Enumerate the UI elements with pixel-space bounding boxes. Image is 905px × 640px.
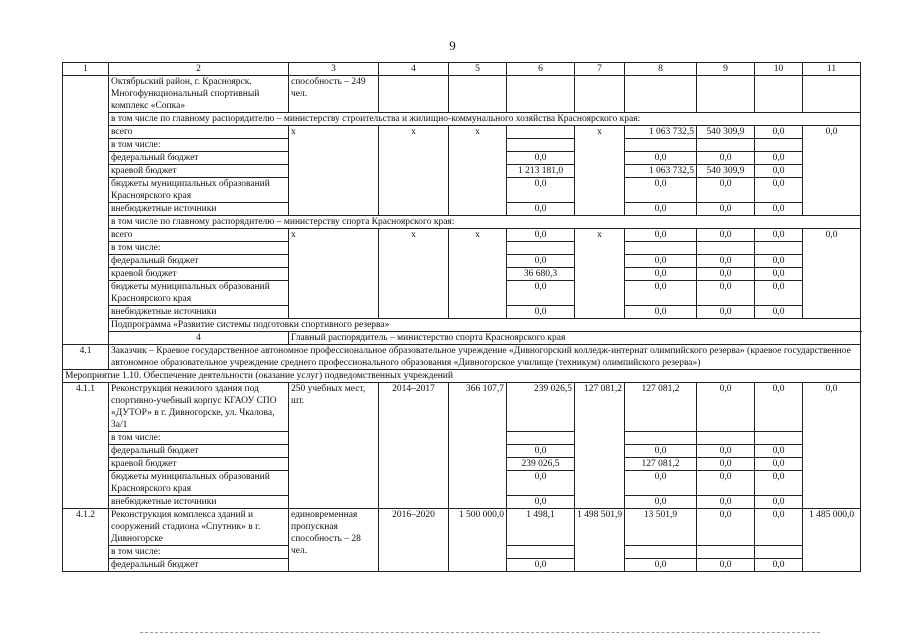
table-cell: 0,0 — [625, 445, 697, 458]
header-cell: 11 — [803, 63, 861, 76]
section-heading: Заказчик – Краевое государственное автономное профессиональное образовательное учреждение «Дивногорский колледж-интернат олимпийского резерва» (краевое государственное автономное образовательное учреждение среднего профессионального образования «Дивногорское училище (техникум) олимпийского резерва») — [109, 345, 861, 370]
section-heading: в том числе по главному распорядителю – министерству строительства и жилищно-коммунального хозяйства Красноярского края: — [109, 113, 861, 126]
table-cell: 0,0 — [507, 559, 575, 572]
row-label: федеральный бюджет — [109, 445, 289, 458]
table-row — [63, 229, 861, 242]
header-row — [63, 63, 861, 76]
table-cell: 0,0 — [625, 496, 697, 509]
row-label: федеральный бюджет — [109, 255, 289, 268]
row-label: краевой бюджет — [109, 458, 289, 471]
subprogram-heading: Подпрограмма «Развитие системы подготовки спортивного резерва» — [109, 319, 861, 332]
table-cell: 0,0 — [755, 559, 803, 572]
table-cell: 0,0 — [625, 281, 697, 306]
table-cell: 0,0 — [755, 165, 803, 178]
table-cell: 0,0 — [625, 178, 697, 203]
row-label: федеральный бюджет — [109, 152, 289, 165]
table-row — [63, 332, 861, 345]
table-cell: 0,0 — [755, 496, 803, 509]
table-row — [63, 319, 861, 332]
table-cell: х — [449, 126, 507, 216]
table-cell: 0,0 — [625, 306, 697, 319]
table-row — [63, 113, 861, 126]
page-number: 9 — [449, 38, 456, 53]
table-cell: 1 063 732,5 — [625, 165, 697, 178]
table-cell: 13 501,9 — [625, 509, 697, 546]
table-cell: 0,0 — [803, 126, 861, 216]
table-cell: 0,0 — [803, 383, 861, 509]
row-number: 4.1.2 — [63, 509, 109, 572]
table-cell: 0,0 — [697, 178, 755, 203]
header-cell: 10 — [755, 63, 803, 76]
table-cell: х — [575, 229, 625, 319]
table-cell: 0,0 — [697, 203, 755, 216]
table-cell: 0,0 — [755, 471, 803, 496]
table-cell: 0,0 — [625, 229, 697, 242]
table-cell: х — [379, 126, 449, 216]
table-cell: х — [289, 229, 379, 319]
table-cell: 0,0 — [625, 559, 697, 572]
object-capacity: единовременная пропускная способность – 28 чел. — [289, 509, 379, 572]
table-cell: 0,0 — [755, 152, 803, 165]
table-cell: 0,0 — [755, 229, 803, 242]
table-cell: 1 485 000,0 — [803, 509, 861, 572]
budget-table — [62, 62, 861, 572]
object-name: Реконструкция нежилого здания под спортивно-учебный корпус КГАОУ СПО «ДУТОР» в г. Дивногорске, ул. Чкалова, 3а/1 — [109, 383, 289, 432]
table-cell: 0,0 — [507, 178, 575, 203]
object-capacity: способность – 249 чел. — [289, 76, 379, 113]
section-heading: Главный распорядитель – министерство спорта Красноярского края — [289, 332, 861, 345]
table-cell: 0,0 — [697, 509, 755, 546]
table-cell: 0,0 — [507, 471, 575, 496]
table-cell: 1 498 501,9 — [575, 509, 625, 572]
row-label: внебюджетные источники — [109, 306, 289, 319]
table-cell: 0,0 — [507, 496, 575, 509]
header-cell: 3 — [289, 63, 379, 76]
row-label: федеральный бюджет — [109, 559, 289, 572]
table-cell: 0,0 — [507, 281, 575, 306]
table-cell: 0,0 — [507, 203, 575, 216]
table-cell: 0,0 — [755, 255, 803, 268]
table-cell: 0,0 — [697, 559, 755, 572]
table-cell: 0,0 — [755, 509, 803, 546]
table-cell: 0,0 — [755, 126, 803, 139]
table-cell: х — [289, 126, 379, 216]
table-cell — [63, 76, 109, 345]
object-name: Реконструкция комплекса зданий и сооружений стадиона «Спутник» в г. Дивногорске — [109, 509, 289, 546]
table-cell: 0,0 — [755, 458, 803, 471]
header-cell: 4 — [379, 63, 449, 76]
table-cell: 0,0 — [625, 255, 697, 268]
table-row — [63, 76, 861, 113]
table-row — [63, 345, 861, 370]
table-cell: 0,0 — [755, 268, 803, 281]
table-cell: 0,0 — [697, 471, 755, 496]
header-cell: 1 — [63, 63, 109, 76]
table-cell: 0,0 — [507, 152, 575, 165]
table-cell: 0,0 — [625, 268, 697, 281]
table-cell: 0,0 — [625, 203, 697, 216]
table-cell: 1 498,1 — [507, 509, 575, 546]
table-cell: 540 309,9 — [697, 126, 755, 139]
row-number: 4 — [109, 332, 289, 345]
row-number: 4.1 — [63, 345, 109, 370]
row-label: краевой бюджет — [109, 165, 289, 178]
table-cell: 0,0 — [755, 445, 803, 458]
table-cell: 0,0 — [697, 255, 755, 268]
table-cell: 0,0 — [755, 383, 803, 432]
row-number: 4.1.1 — [63, 383, 109, 509]
table-cell: 0,0 — [625, 471, 697, 496]
object-capacity: 250 учебных мест, шт. — [289, 383, 379, 509]
table-cell: 0,0 — [697, 281, 755, 306]
row-label: в том числе: — [109, 432, 289, 445]
table-cell: 0,0 — [755, 306, 803, 319]
table-cell: 0,0 — [697, 306, 755, 319]
table-cell: 0,0 — [755, 178, 803, 203]
object-name: Октябрьский район, г. Красноярск. Многофункциональный спортивный комплекс «Сопка» — [109, 76, 289, 113]
table-cell: 366 107,7 — [449, 383, 507, 509]
table-cell: 127 081,2 — [625, 383, 697, 432]
table-row — [63, 216, 861, 229]
table-cell: 1 213 181,0 — [507, 165, 575, 178]
table-cell: 0,0 — [697, 445, 755, 458]
table-cell: 0,0 — [697, 268, 755, 281]
row-label: бюджеты муниципальных образований Красноярского края — [109, 471, 289, 496]
header-cell: 2 — [109, 63, 289, 76]
table-cell: 0,0 — [697, 229, 755, 242]
row-label: в том числе: — [109, 546, 289, 559]
table-cell: 127 081,2 — [625, 458, 697, 471]
header-cell: 6 — [507, 63, 575, 76]
table-row — [63, 370, 861, 383]
table-row — [63, 126, 861, 139]
row-label: всего — [109, 126, 289, 139]
header-cell: 9 — [697, 63, 755, 76]
row-label: всего — [109, 229, 289, 242]
page-bottom-edge — [140, 632, 820, 634]
table-cell: 0,0 — [625, 152, 697, 165]
row-label: бюджеты муниципальных образований Красноярского края — [109, 178, 289, 203]
table-cell: 0,0 — [803, 229, 861, 319]
row-label: краевой бюджет — [109, 268, 289, 281]
table-cell: 0,0 — [697, 458, 755, 471]
table-cell: 0,0 — [755, 281, 803, 306]
table-cell: 36 680,3 — [507, 268, 575, 281]
row-label: внебюджетные источники — [109, 203, 289, 216]
table-cell: 2016–2020 — [379, 509, 449, 572]
table-cell: 239 026,5 — [507, 458, 575, 471]
header-cell: 8 — [625, 63, 697, 76]
table-cell: 0,0 — [507, 306, 575, 319]
table-cell: х — [575, 126, 625, 216]
row-label: в том числе: — [109, 139, 289, 152]
header-cell: 7 — [575, 63, 625, 76]
table-cell: 0,0 — [507, 229, 575, 242]
table-cell: 239 026,5 — [507, 383, 575, 432]
table-cell: 0,0 — [507, 255, 575, 268]
table-cell: 0,0 — [697, 152, 755, 165]
table-cell: 1 500 000,0 — [449, 509, 507, 572]
section-heading: в том числе по главному распорядителю – министерству спорта Красноярского края: — [109, 216, 861, 229]
table-cell: 540 309,9 — [697, 165, 755, 178]
table-cell: 0,0 — [755, 203, 803, 216]
table-cell: 1 063 732,5 — [625, 126, 697, 139]
row-label: в том числе: — [109, 242, 289, 255]
table-cell: 2014–2017 — [379, 383, 449, 509]
table-cell: 0,0 — [697, 383, 755, 432]
header-cell: 5 — [449, 63, 507, 76]
table-row — [63, 509, 861, 546]
table-cell: х — [449, 229, 507, 319]
row-label: бюджеты муниципальных образований Красноярского края — [109, 281, 289, 306]
row-label: внебюджетные источники — [109, 496, 289, 509]
table-cell: 127 081,2 — [575, 383, 625, 509]
table-cell: 0,0 — [507, 445, 575, 458]
table-cell: х — [379, 229, 449, 319]
table-cell: 0,0 — [697, 496, 755, 509]
measure-heading: Мероприятие 1.10. Обеспечение деятельности (оказание услуг) подведомственных учреждений — [63, 370, 861, 383]
